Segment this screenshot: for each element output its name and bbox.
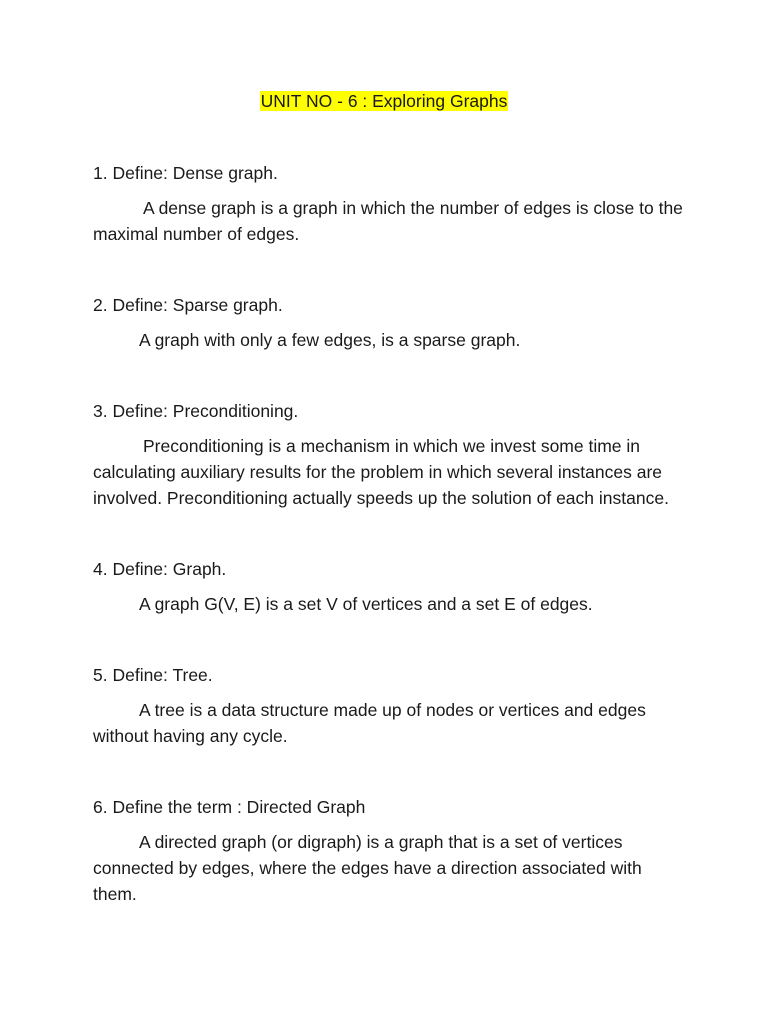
question-heading: 4. Define: Graph. bbox=[93, 559, 227, 579]
definition-section-1 bbox=[93, 160, 683, 247]
answer-text: A dense graph is a graph in which the number of edges is close to the maximal number of edges. bbox=[93, 198, 683, 244]
definition-section-2 bbox=[93, 292, 683, 353]
document-title bbox=[0, 88, 768, 114]
answer-text: Preconditioning is a mechanism in which we invest some time in calculating auxiliary results for the problem in which several instances are involved. Preconditioning actually speeds up the solution of each instance. bbox=[93, 436, 669, 508]
question-heading: 3. Define: Preconditioning. bbox=[93, 401, 299, 421]
answer-text: A graph G(V, E) is a set V of vertices and a set E of edges. bbox=[139, 594, 593, 614]
question-heading: 5. Define: Tree. bbox=[93, 665, 213, 685]
definition-section-4 bbox=[93, 556, 683, 617]
answer-text: A tree is a data structure made up of nodes or vertices and edges without having any cycle. bbox=[93, 700, 646, 746]
document-title-highlight: UNIT NO - 6 : Exploring Graphs bbox=[260, 91, 508, 111]
document-body bbox=[93, 160, 683, 952]
definition-section-6 bbox=[93, 794, 683, 907]
answer-text: A graph with only a few edges, is a sparse graph. bbox=[139, 330, 521, 350]
question-heading: 1. Define: Dense graph. bbox=[93, 163, 278, 183]
definition-section-3 bbox=[93, 398, 683, 511]
answer-text: A directed graph (or digraph) is a graph that is a set of vertices connected by edges, where the edges have a direction associated with them. bbox=[93, 832, 642, 904]
definition-section-5 bbox=[93, 662, 683, 749]
question-heading: 6. Define the term : Directed Graph bbox=[93, 797, 366, 817]
question-heading: 2. Define: Sparse graph. bbox=[93, 295, 283, 315]
